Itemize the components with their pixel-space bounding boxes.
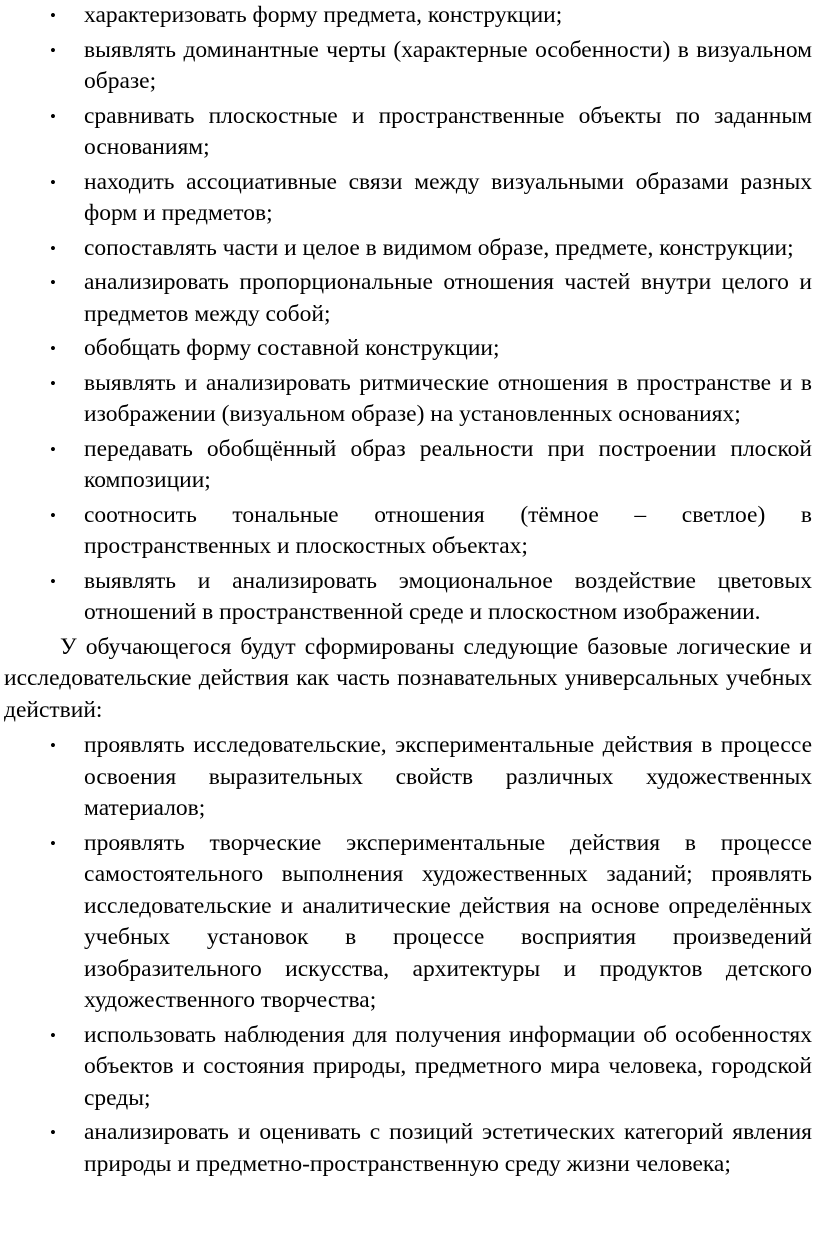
bullet-icon: • xyxy=(50,6,56,25)
bullet-icon: • xyxy=(50,833,56,853)
list-item-text: передавать обобщённый образ реальности при построении плоской композиции; xyxy=(84,435,812,493)
list-item-text: проявлять исследовательские, экспериментальные действия в процессе освоения выразительных свойств различных художественных материалов; xyxy=(84,732,812,821)
bullet-icon: • xyxy=(50,373,56,393)
list-item-text: анализировать пропорциональные отношения частей внутри целого и предметов между собой; xyxy=(84,269,812,327)
list-item-text: проявлять творческие экспериментальные действия в процессе самостоятельного выполнения художественных заданий; проявлять исследовательские и аналитические действия на основе определённых учебных установок в процессе восприятия произведений изобразительного искусства, архитектуры и продуктов детского художественного творчества; xyxy=(84,829,812,1013)
list-item xyxy=(0,167,816,230)
list-item xyxy=(0,267,816,330)
list-item xyxy=(0,434,816,497)
list-item-text: выявлять доминантные черты (характерные особенности) в визуальном образе; xyxy=(84,36,812,94)
bullet-icon: • xyxy=(50,571,56,591)
list-item-text: выявлять и анализировать ритмические отношения в пространстве и в изображении (визуальном образе) на установленных основаниях; xyxy=(84,369,812,427)
list-item-text: сравнивать плоскостные и пространственные объекты по заданным основаниям; xyxy=(84,102,812,160)
list-item xyxy=(0,1117,816,1180)
list-item xyxy=(0,233,816,265)
bullet-icon: • xyxy=(50,1123,56,1142)
list-item xyxy=(0,333,816,365)
bullet-icon: • xyxy=(50,1025,56,1045)
list-item-text: находить ассоциативные связи между визуальными образами разных форм и предметов; xyxy=(84,168,812,226)
bullet-icon: • xyxy=(50,106,56,126)
bullet-icon: • xyxy=(50,273,56,292)
skills-list-research xyxy=(0,730,816,1180)
list-item-text: соотносить тональные отношения (тёмное – светлое) в пространственных и плоскостных объектах; xyxy=(84,501,812,559)
list-item xyxy=(0,368,816,431)
list-item-text: обобщать форму составной конструкции; xyxy=(84,335,500,361)
list-item xyxy=(0,35,816,98)
bullet-icon: • xyxy=(50,736,56,755)
bullet-icon: • xyxy=(50,172,56,192)
list-item xyxy=(0,1020,816,1115)
list-item xyxy=(0,0,816,32)
list-item-text: выявлять и анализировать эмоциональное воздействие цветовых отношений в пространственной среде и плоскостном изображении. xyxy=(84,567,812,625)
list-item-text: анализировать и оценивать с позиций эстетических категорий явления природы и предметно-пространственную среду жизни человека; xyxy=(84,1119,812,1177)
bullet-icon: • xyxy=(50,439,56,459)
list-item-text: сопоставлять части и целое в видимом образе, предмете, конструкции; xyxy=(84,234,794,261)
list-item xyxy=(0,730,816,825)
list-item-text: характеризовать форму предмета, конструкции; xyxy=(84,2,563,28)
intro-paragraph: У обучающегося будут сформированы следующие базовые логические и исследовательские действия как часть познавательных универсальных учебных действий: xyxy=(4,633,812,723)
list-item xyxy=(0,828,816,1017)
bullet-icon: • xyxy=(50,40,56,60)
bullet-icon: • xyxy=(50,505,56,525)
list-item-text: использовать наблюдения для получения информации об особенностях объектов и состояния природы, предметного мира человека, городской среды; xyxy=(84,1021,812,1111)
bullet-icon: • xyxy=(50,238,56,258)
list-item xyxy=(0,566,816,629)
list-item xyxy=(0,500,816,563)
list-item xyxy=(0,101,816,164)
bullet-icon: • xyxy=(50,339,56,358)
